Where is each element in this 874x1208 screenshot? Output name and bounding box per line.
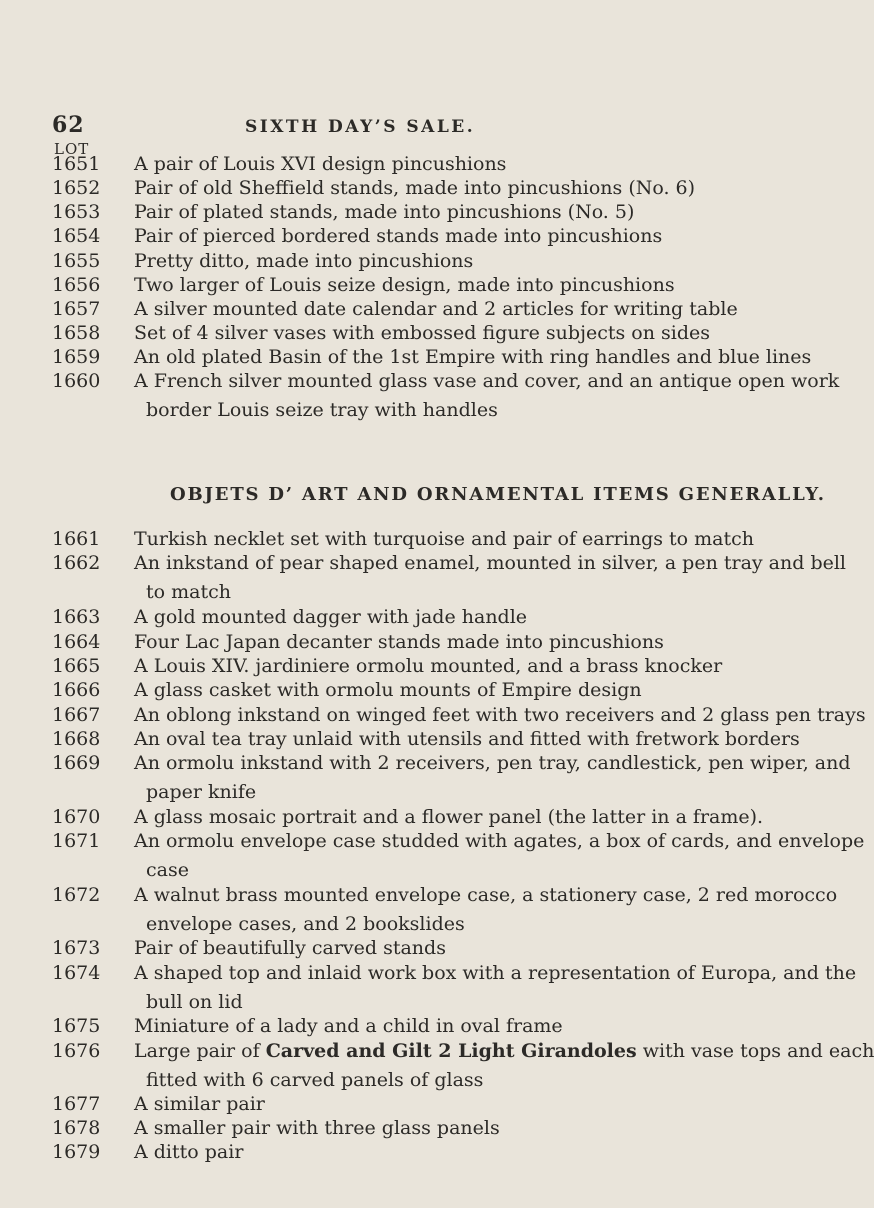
lot-description-line: A shaped top and inlaid work box with a representation of Europa, and the (134, 962, 857, 984)
lot-description-continuation: envelope cases, and 2 bookslides (146, 913, 465, 935)
lot-description: An oblong inkstand on winged feet with two receivers and 2 glass pen trays (134, 704, 866, 726)
lot-description: Pair of pierced bordered stands made into pincushions (134, 225, 663, 247)
lot-number: 1677 (52, 1093, 101, 1115)
lot-number: 1674 (52, 962, 101, 984)
lot-number: 1662 (52, 552, 101, 574)
lot-description-line: An ormolu envelope case studded with agates, a box of cards, and envelope (134, 830, 865, 852)
lot-description-line: A walnut brass mounted envelope case, a stationery case, 2 red morocco (134, 884, 838, 906)
lot-number: 1663 (52, 606, 101, 628)
lot-description-line: An ormolu inkstand with 2 receivers, pen tray, candlestick, pen wiper, and (134, 752, 851, 774)
lot-number: 1654 (52, 225, 101, 247)
lot-number: 1679 (52, 1141, 101, 1163)
lot-number: 1655 (52, 250, 101, 272)
running-title: SIXTH DAY’S SALE. (245, 117, 476, 137)
lot-description: A glass casket with ormolu mounts of Empire design (134, 679, 642, 701)
lot-description: Four Lac Japan decanter stands made into pincushions (134, 631, 664, 653)
page-number: 62 (52, 112, 85, 138)
lot-description-continuation: fitted with 6 carved panels of glass (146, 1069, 484, 1091)
lot-number: 1651 (52, 153, 101, 175)
lot-description-continuation: paper knife (146, 781, 257, 803)
lot-description: Two larger of Louis seize design, made into pincushions (134, 274, 675, 296)
lot-number: 1653 (52, 201, 101, 223)
lot-number: 1670 (52, 806, 101, 828)
lot-description: A gold mounted dagger with jade handle (134, 606, 528, 628)
lot-number: 1657 (52, 298, 101, 320)
lot-number: 1678 (52, 1117, 101, 1139)
lot-description (134, 1039, 874, 1092)
lot-description: A Louis XIV. jardiniere ormolu mounted, and a brass knocker (134, 655, 723, 677)
lot-description: Pair of old Sheffield stands, made into pincushions (No. 6) (134, 177, 696, 199)
lot-number: 1675 (52, 1015, 101, 1037)
lot-number: 1665 (52, 655, 101, 677)
lot-description-continuation: case (146, 859, 189, 881)
lot-description: Set of 4 silver vases with embossed figure subjects on sides (134, 322, 710, 344)
lot-description (134, 961, 857, 1014)
lot-number: 1672 (52, 884, 101, 906)
lot-description: Turkish necklet set with turquoise and pair of earrings to match (134, 528, 755, 550)
lot-description-line: Large pair of Carved and Gilt 2 Light Girandoles with vase tops and each (134, 1040, 874, 1062)
lot-number: 1652 (52, 177, 101, 199)
lot-number: 1656 (52, 274, 101, 296)
lot-description: An old plated Basin of the 1st Empire with ring handles and blue lines (134, 346, 812, 368)
lot-description: Pair of beautifully carved stands (134, 937, 446, 959)
lot-number: 1660 (52, 370, 101, 392)
lot-description: A smaller pair with three glass panels (134, 1117, 500, 1139)
lot-number: 1659 (52, 346, 101, 368)
section-heading: OBJETS D’ ART AND ORNAMENTAL ITEMS GENERALLY. (170, 484, 826, 505)
lot-description (134, 883, 838, 936)
lot-description (134, 751, 851, 804)
lot-column-label: LOT (54, 140, 90, 158)
lot-description-line: A French silver mounted glass vase and cover, and an antique open work (134, 370, 840, 392)
lot-number: 1658 (52, 322, 101, 344)
lot-description: A similar pair (134, 1093, 265, 1115)
lot-number: 1671 (52, 830, 101, 852)
lot-number: 1669 (52, 752, 101, 774)
emphasised-text: Carved and Gilt 2 Light Girandoles (265, 1040, 637, 1062)
lot-description: Pair of plated stands, made into pincushions (No. 5) (134, 201, 635, 223)
lot-number: 1661 (52, 528, 101, 550)
lot-number: 1667 (52, 704, 101, 726)
lot-description (134, 551, 847, 604)
lot-description: A ditto pair (134, 1141, 244, 1163)
lot-description-continuation: border Louis seize tray with handles (146, 399, 498, 421)
lot-description-line: An inkstand of pear shaped enamel, mounted in silver, a pen tray and bell (134, 552, 847, 574)
lot-description: An oval tea tray unlaid with utensils and fitted with fretwork borders (134, 728, 800, 750)
lot-description: Miniature of a lady and a child in oval frame (134, 1015, 563, 1037)
lot-description: Pretty ditto, made into pincushions (134, 250, 474, 272)
lot-description-continuation: bull on lid (146, 991, 243, 1013)
lot-description-continuation: to match (146, 581, 231, 603)
lot-number: 1676 (52, 1040, 101, 1062)
lot-description: A pair of Louis XVI design pincushions (134, 153, 507, 175)
lot-number: 1673 (52, 937, 101, 959)
lot-description (134, 829, 865, 882)
lot-number: 1664 (52, 631, 101, 653)
lot-number: 1666 (52, 679, 101, 701)
lot-description (134, 369, 840, 422)
lot-number: 1668 (52, 728, 101, 750)
lot-description: A glass mosaic portrait and a flower panel (the latter in a frame). (134, 806, 764, 828)
lot-description: A silver mounted date calendar and 2 articles for writing table (134, 298, 738, 320)
